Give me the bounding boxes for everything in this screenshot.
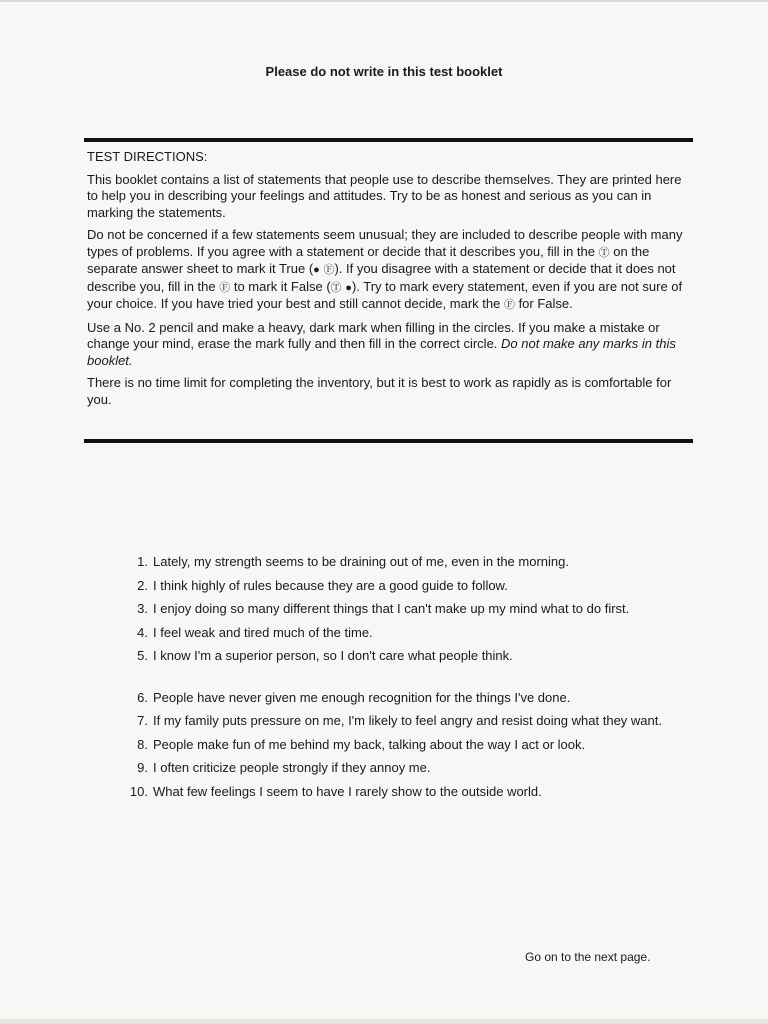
directions-bottom-rule: [84, 439, 693, 443]
next-page-note: Go on to the next page.: [525, 950, 651, 964]
scan-edge-bottom: [0, 1019, 768, 1024]
false-circle-icon: Ⓕ: [503, 299, 515, 311]
p2-text-c: ). If you disagree with a statement or decide that it does not describe you, fill in the: [87, 261, 676, 294]
test-directions: [87, 149, 687, 414]
p2-text-b: on the separate answer sheet to mark it True (: [87, 243, 650, 276]
directions-paragraph-4: There is no time limit for completing the inventory, but it is best to work as rapidly as is comfortable for you.: [87, 375, 672, 407]
list-item: [118, 784, 678, 801]
item-number: 10.: [129, 783, 148, 799]
filled-circle-icon: ●: [313, 264, 320, 276]
item-text: People have never given me enough recognition for the things I've done.: [153, 689, 571, 705]
list-item: [118, 601, 678, 618]
item-number: 4.: [137, 624, 148, 640]
item-text: What few feelings I seem to have I rarely show to the outside world.: [153, 783, 542, 799]
list-item: [118, 760, 678, 777]
item-text: I enjoy doing so many different things that I can't make up my mind what to do first.: [153, 601, 630, 616]
directions-title: TEST DIRECTIONS:: [87, 149, 208, 164]
item-text: If my family puts pressure on me, I'm likely to feel angry and resist doing what they want.: [153, 713, 662, 728]
list-item: [118, 554, 678, 571]
item-text: Lately, my strength seems to be draining out of me, even in the morning.: [153, 554, 569, 569]
directions-paragraph-3: [87, 320, 687, 370]
scan-edge-top: [0, 0, 768, 2]
list-item: [118, 648, 678, 665]
p2-text-e: ). Try to mark every statement, even if you are not sure of your choice. If you have tried your best and still cannot decide, mark the: [87, 278, 683, 311]
p2-text-d: to mark it False (: [230, 278, 331, 294]
item-number: 3.: [137, 601, 148, 616]
item-number: 8.: [137, 736, 148, 752]
directions-paragraph-1: This booklet contains a list of statements that people use to describe themselves. They are printed here to help you in describing your feelings and attitudes. Try to be as honest and serious as you can in marking the statements.: [87, 171, 682, 220]
item-number: 9.: [137, 760, 148, 775]
false-circle-icon: Ⓕ: [219, 281, 231, 294]
item-text: People make fun of me behind my back, talking about the way I act or look.: [153, 736, 586, 752]
true-circle-icon: Ⓣ: [330, 281, 342, 294]
item-text: I feel weak and tired much of the time.: [153, 624, 373, 640]
item-number: 7.: [137, 713, 148, 728]
list-item: [118, 690, 678, 707]
item-text: I think highly of rules because they are a good guide to follow.: [153, 577, 508, 593]
list-item: [118, 578, 678, 595]
p2-text-a: Do not be concerned if a few statements seem unusual; they are included to describe people with many types of problems. If you agree with a statement or decide that it describes you, fill in the: [87, 227, 683, 259]
false-circle-icon: Ⓕ: [323, 264, 335, 276]
filled-circle-icon: ●: [345, 281, 352, 294]
item-number: 6.: [137, 689, 148, 705]
directions-top-rule: [84, 138, 693, 142]
page-header: Please do not write in this test booklet: [265, 64, 503, 79]
item-number: 5.: [137, 648, 148, 663]
p3-text-a: Use a No. 2 pencil and make a heavy, dark mark when filling in the circles. If you make a mistake or change your mind, erase the mark fully and then fill in the correct circle.: [87, 319, 660, 351]
list-item: [118, 625, 678, 642]
item-number: 1.: [137, 554, 148, 569]
p2-text-f: for False.: [514, 296, 573, 311]
p3-italic-warning: Do not make any marks in this booklet.: [87, 336, 676, 368]
list-item: [118, 737, 678, 754]
directions-paragraph-2: [87, 227, 687, 314]
list-item: [118, 713, 678, 730]
group-spacer: [118, 672, 678, 690]
item-text: I often criticize people strongly if they annoy me.: [153, 760, 431, 775]
item-number: 2.: [137, 577, 148, 593]
statement-list: [118, 554, 678, 807]
true-circle-icon: Ⓣ: [598, 246, 610, 259]
item-text: I know I'm a superior person, so I don't care what people think.: [153, 648, 513, 663]
